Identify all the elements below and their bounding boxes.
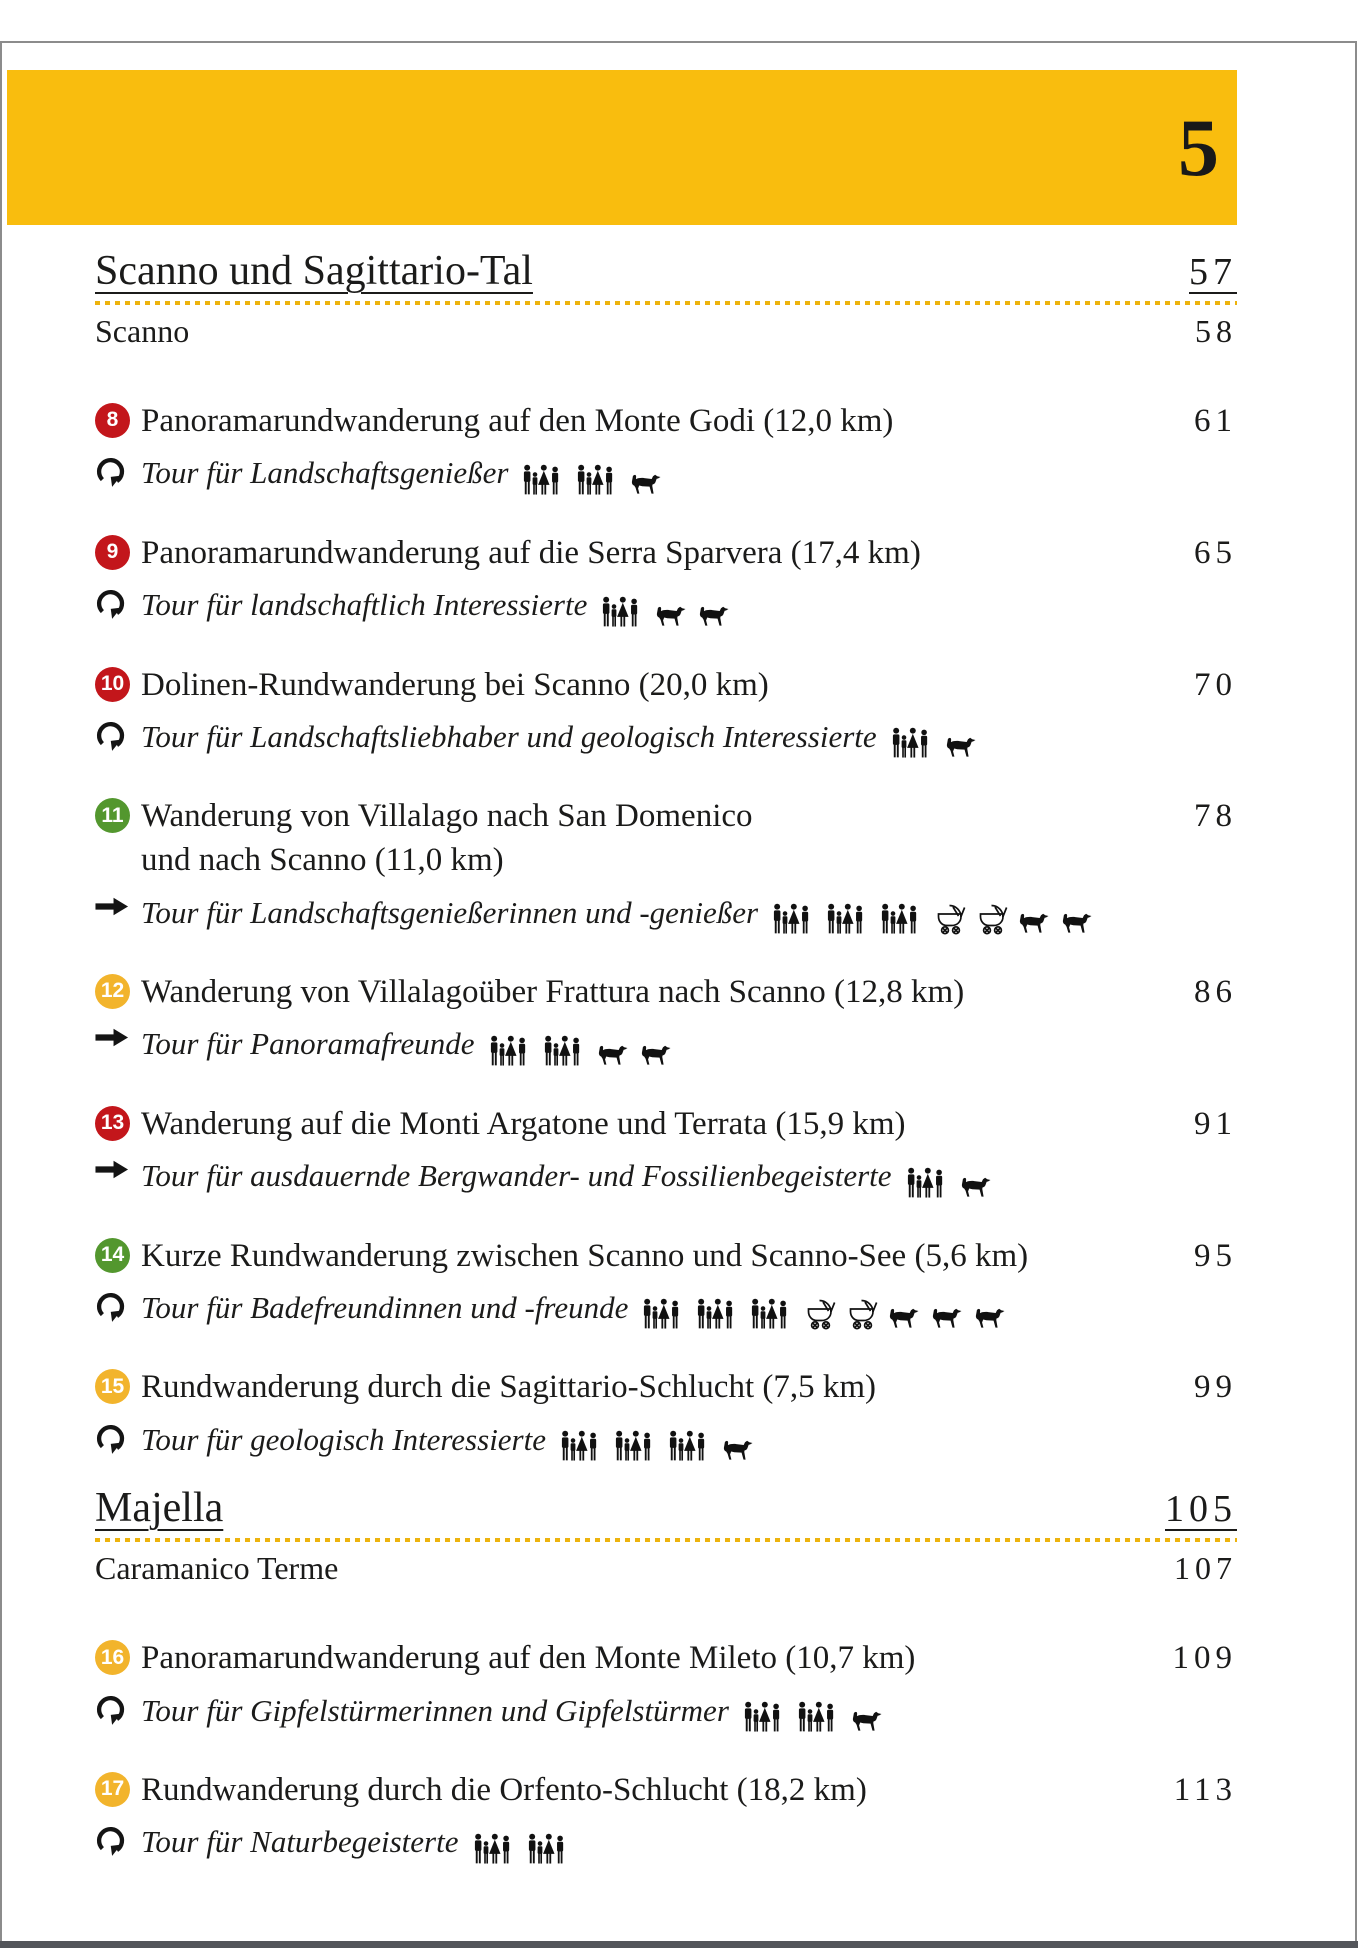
- family-icon: [522, 464, 566, 496]
- tour-title-line: Wanderung auf die Monti Argatone und Terrata (15,9 km): [141, 1105, 906, 1142]
- tour-page-number: 91: [1194, 1105, 1237, 1142]
- loop-icon: [95, 1693, 127, 1725]
- tour-audience-row: [141, 1156, 1237, 1196]
- intro-label: Scanno: [95, 313, 190, 350]
- tour-audience-row: [141, 585, 1237, 625]
- family-icon: [543, 1035, 587, 1067]
- intro-page-number: 107: [1174, 1550, 1237, 1587]
- section-intro-row: [95, 1550, 1237, 1587]
- stroller-icon: [804, 1298, 836, 1330]
- loop-icon: [95, 1693, 141, 1725]
- tour-entry: [95, 795, 1237, 932]
- toc-content: [95, 225, 1237, 1863]
- tour-title-line: Rundwanderung durch die Sagittario-Schlucht (7,5 km): [141, 1369, 877, 1406]
- family-icon: [527, 1833, 571, 1865]
- chapter-number: 5: [1178, 101, 1219, 193]
- tour-entry: [95, 664, 1237, 758]
- tour-page-number: 78: [1194, 798, 1237, 835]
- tour-title-line: und nach Scanno (11,0 km): [141, 841, 504, 878]
- dog-icon: [851, 1710, 884, 1733]
- tour-page-number: 109: [1172, 1640, 1237, 1677]
- arrow-icon: [95, 1158, 129, 1181]
- tour-audience-row: [141, 1288, 1237, 1328]
- tour-audience-text: Tour für Landschaftsgenießerinnen und -genießer: [141, 894, 759, 930]
- suitability-icons: [906, 1167, 993, 1199]
- tour-number-badge: 9: [95, 535, 130, 570]
- tour-audience-row: [141, 1691, 1237, 1731]
- tour-title-line: Dolinen-Rundwanderung bei Scanno (20,0 km): [141, 666, 769, 703]
- suitability-icons: [601, 596, 731, 628]
- toc-section: [95, 249, 1237, 1460]
- family-icon: [668, 1430, 712, 1462]
- tour-title: [141, 532, 1170, 576]
- family-icon: [489, 1035, 533, 1067]
- tour-title: [141, 795, 1170, 882]
- dog-icon: [722, 1439, 755, 1462]
- tour-number-badge: 10: [95, 667, 130, 702]
- suitability-icons: [489, 1035, 673, 1067]
- dog-icon: [655, 605, 688, 628]
- loop-icon: [95, 1290, 127, 1322]
- tour-entry: [95, 532, 1237, 626]
- family-icon: [743, 1701, 787, 1733]
- loop-icon: [95, 1824, 127, 1856]
- arrow-icon: [95, 1158, 141, 1181]
- tour-page-number: 70: [1194, 666, 1237, 703]
- toc-section: [95, 1486, 1237, 1863]
- stroller-icon: [934, 903, 966, 935]
- footer-bar: [0, 1941, 1358, 1948]
- dog-icon: [931, 1307, 964, 1330]
- tour-page-number: 99: [1194, 1369, 1237, 1406]
- arrow-icon: [95, 895, 141, 918]
- family-icon: [750, 1298, 794, 1330]
- tour-number-badge: 17: [95, 1772, 130, 1807]
- suitability-icons: [560, 1430, 755, 1462]
- tour-audience-text: Tour für geologisch Interessierte: [141, 1421, 546, 1457]
- family-icon: [473, 1833, 517, 1865]
- tour-number-badge: 11: [95, 798, 130, 833]
- tour-list: [95, 400, 1237, 1460]
- dotted-leader: [95, 1538, 1237, 1542]
- tour-title-line: Wanderung von Villalagoüber Frattura nach Scanno (12,8 km): [141, 973, 965, 1010]
- loop-icon: [95, 587, 141, 619]
- family-icon: [696, 1298, 740, 1330]
- tour-audience-text: Tour für Badefreundinnen und -freunde: [141, 1290, 629, 1326]
- dog-icon: [698, 605, 731, 628]
- loop-icon: [95, 587, 127, 619]
- tour-audience-row: [141, 893, 1237, 933]
- tour-audience-row: [141, 1024, 1237, 1064]
- tour-number-badge: 12: [95, 974, 130, 1009]
- loop-icon: [95, 1422, 127, 1454]
- arrow-icon: [95, 1026, 129, 1049]
- family-icon: [797, 1701, 841, 1733]
- tour-page-number: 95: [1194, 1237, 1237, 1274]
- tour-title: [141, 1366, 1170, 1410]
- tour-audience-text: Tour für landschaftlich Interessierte: [141, 587, 588, 623]
- tour-entry: [95, 971, 1237, 1065]
- loop-icon: [95, 455, 141, 487]
- tour-number-badge: 8: [95, 403, 130, 438]
- dog-icon: [960, 1176, 993, 1199]
- tour-title-line: Panoramarundwanderung auf die Serra Sparvera (17,4 km): [141, 534, 921, 571]
- tour-entry: [95, 1637, 1237, 1731]
- tour-number-badge: 15: [95, 1369, 130, 1404]
- section-title: Majella: [95, 1485, 224, 1532]
- tour-audience-text: Tour für Landschaftsgenießer: [141, 455, 509, 491]
- family-icon: [601, 596, 645, 628]
- tour-title-line: Wanderung von Villalago nach San Domenico: [141, 798, 753, 835]
- tour-page-number: 65: [1194, 534, 1237, 571]
- section-page-number: 105: [1165, 1488, 1237, 1531]
- loop-icon: [95, 1824, 141, 1856]
- arrow-icon: [95, 895, 129, 918]
- loop-icon: [95, 719, 127, 751]
- tour-list: [95, 1637, 1237, 1863]
- tour-title: [141, 971, 1170, 1015]
- tour-title: [141, 1769, 1150, 1813]
- dog-icon: [1018, 912, 1051, 935]
- dotted-leader: [95, 301, 1237, 305]
- family-icon: [642, 1298, 686, 1330]
- family-icon: [826, 903, 870, 935]
- tour-title: [141, 1637, 1149, 1681]
- loop-icon: [95, 455, 127, 487]
- tour-title-line: Rundwanderung durch die Orfento-Schlucht (18,2 km): [141, 1771, 867, 1808]
- family-icon: [906, 1167, 950, 1199]
- family-icon: [880, 903, 924, 935]
- section-intro-row: [95, 313, 1237, 350]
- tour-audience-row: [141, 1822, 1237, 1862]
- arrow-icon: [95, 1026, 141, 1049]
- tour-audience-row: [141, 1420, 1237, 1460]
- tour-title: [141, 664, 1170, 708]
- dog-icon: [945, 736, 978, 759]
- tour-number-badge: 16: [95, 1640, 130, 1675]
- tour-title: [141, 1235, 1170, 1279]
- tour-audience-text: Tour für Gipfelstürmerinnen und Gipfelstürmer: [141, 1692, 729, 1728]
- intro-page-number: 58: [1195, 313, 1237, 350]
- suitability-icons: [772, 903, 1094, 935]
- section-title: Scanno und Sagittario-Tal: [95, 248, 533, 294]
- section-header: [95, 249, 1237, 293]
- tour-page-number: 113: [1173, 1771, 1237, 1808]
- family-icon: [576, 464, 620, 496]
- tour-entry: [95, 1769, 1237, 1863]
- dog-icon: [630, 473, 663, 496]
- tour-number-badge: 13: [95, 1106, 130, 1141]
- loop-icon: [95, 719, 141, 751]
- dog-icon: [888, 1307, 921, 1330]
- dog-icon: [640, 1044, 673, 1067]
- tour-page-number: 86: [1194, 973, 1237, 1010]
- suitability-icons: [522, 464, 663, 496]
- tour-page-number: 61: [1194, 402, 1237, 439]
- loop-icon: [95, 1422, 141, 1454]
- dog-icon: [597, 1044, 630, 1067]
- suitability-icons: [891, 727, 978, 759]
- stroller-icon: [976, 903, 1008, 935]
- dog-icon: [1061, 912, 1094, 935]
- tour-audience-text: Tour für Panoramafreunde: [141, 1026, 475, 1062]
- tour-audience-text: Tour für ausdauernde Bergwander- und Fossilienbegeisterte: [141, 1158, 892, 1194]
- tour-audience-row: [141, 717, 1237, 757]
- tour-audience-row: [141, 453, 1237, 493]
- suitability-icons: [473, 1833, 571, 1865]
- tour-entry: [95, 1366, 1237, 1460]
- tour-title-line: Kurze Rundwanderung zwischen Scanno und Scanno-See (5,6 km): [141, 1237, 1029, 1274]
- stroller-icon: [846, 1298, 878, 1330]
- intro-label: Caramanico Terme: [95, 1550, 339, 1587]
- tour-audience-text: Tour für Landschaftsliebhaber und geologisch Interessierte: [141, 719, 877, 755]
- tour-entry: [95, 1103, 1237, 1197]
- tour-title: [141, 1103, 1170, 1147]
- tour-entry: [95, 1235, 1237, 1329]
- tour-title-line: Panoramarundwanderung auf den Monte Godi (12,0 km): [141, 402, 894, 439]
- tour-audience-text: Tour für Naturbegeisterte: [141, 1824, 459, 1860]
- tour-title-line: Panoramarundwanderung auf den Monte Mileto (10,7 km): [141, 1640, 916, 1677]
- tour-number-badge: 14: [95, 1238, 130, 1273]
- section-page-number: 57: [1189, 251, 1237, 293]
- tour-entry: [95, 400, 1237, 494]
- loop-icon: [95, 1290, 141, 1322]
- family-icon: [772, 903, 816, 935]
- chapter-header-bar: [7, 70, 1237, 225]
- suitability-icons: [642, 1298, 1007, 1330]
- family-icon: [891, 727, 935, 759]
- section-header: [95, 1486, 1237, 1530]
- dog-icon: [974, 1307, 1007, 1330]
- family-icon: [560, 1430, 604, 1462]
- suitability-icons: [743, 1701, 884, 1733]
- family-icon: [614, 1430, 658, 1462]
- tour-title: [141, 400, 1170, 444]
